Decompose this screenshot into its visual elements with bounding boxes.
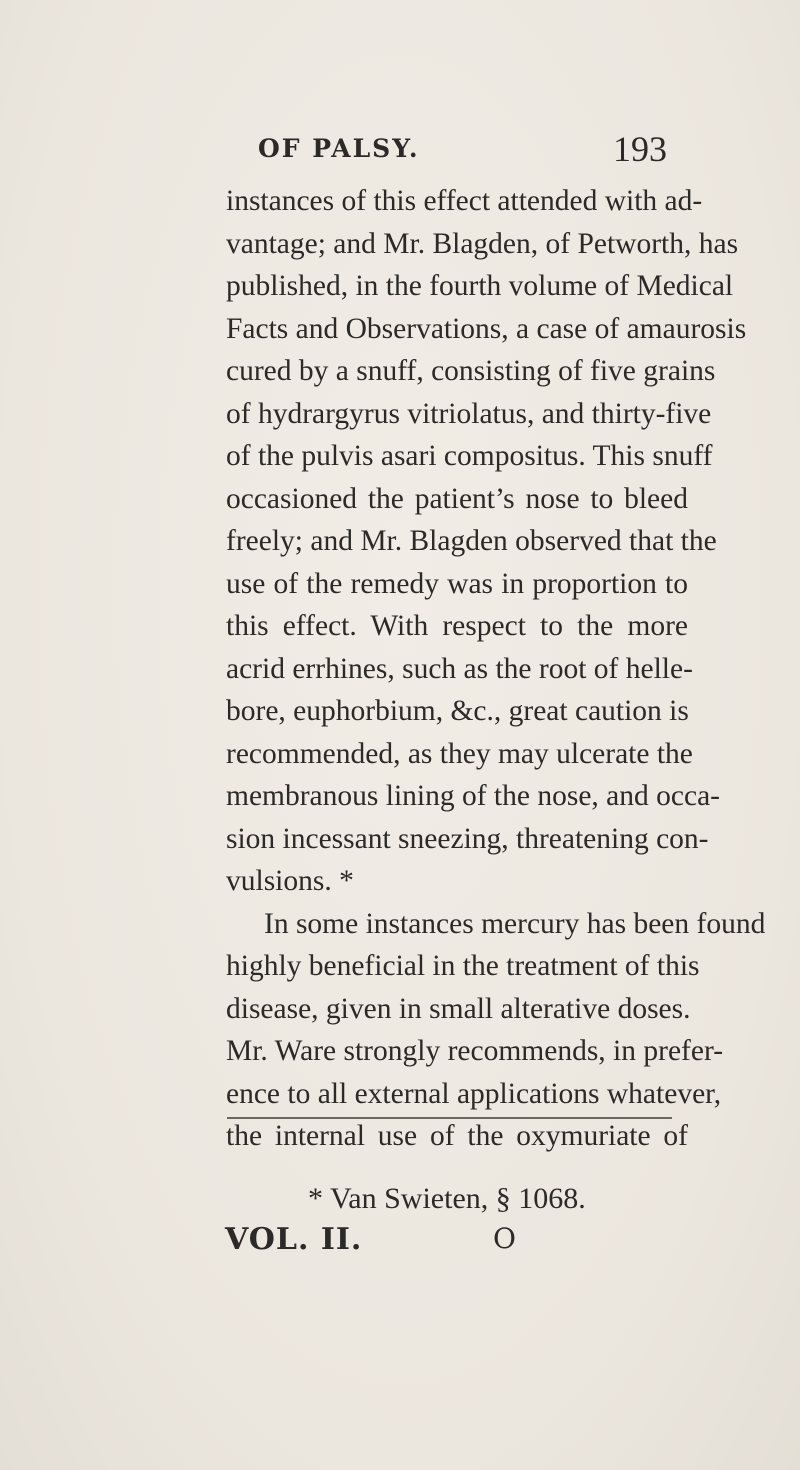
body-text bbox=[226, 180, 766, 1158]
text-line: use of the remedy was in proportion to bbox=[226, 567, 688, 600]
running-title: OF PALSY. bbox=[258, 134, 420, 163]
text-line: ence to all external applications whatever, bbox=[226, 1077, 722, 1110]
volume-signature: VOL. II. bbox=[225, 1222, 363, 1257]
text-line: Mr. Ware strongly recommends, in prefer- bbox=[226, 1035, 724, 1067]
text-line: highly beneficial in the treatment of this bbox=[226, 950, 700, 982]
text-line: freely; and Mr. Blagden observed that the bbox=[226, 525, 717, 557]
text-line: instances of this effect attended with ad- bbox=[226, 185, 703, 217]
running-head bbox=[0, 130, 800, 170]
text-line: bore, euphorbium, &c., great caution is bbox=[226, 695, 689, 727]
text-line: published, in the fourth volume of Medical bbox=[226, 270, 734, 302]
signature-letter: O bbox=[493, 1222, 516, 1255]
text-line: the internal use of the oxymuriate of bbox=[226, 1120, 688, 1152]
text-line: vulsions. * bbox=[226, 865, 354, 897]
text-line: sion incessant sneezing, threatening con- bbox=[226, 822, 709, 855]
text-line: vantage; and Mr. Blagden, of Petworth, has bbox=[226, 227, 739, 260]
text-line: acrid errhines, such as the root of helle- bbox=[226, 652, 693, 685]
text-line: membranous lining of the nose, and occa- bbox=[226, 780, 720, 812]
text-line: disease, given in small alterative doses. bbox=[226, 992, 691, 1025]
text-line: Facts and Observations, a case of amaurosis bbox=[226, 312, 747, 345]
text-line: of the pulvis asari compositus. This snuff bbox=[226, 440, 713, 472]
text-line: cured by a snuff, consisting of five grains bbox=[226, 355, 716, 387]
text-line: occasioned the patient’s nose to bleed bbox=[226, 482, 688, 515]
text-line: recommended, as they may ulcerate the bbox=[226, 737, 693, 770]
paragraph-start-line: In some instances mercury has been found bbox=[264, 907, 766, 940]
footnote: * Van Swieten, § 1068. bbox=[308, 1182, 586, 1215]
page-number: 193 bbox=[613, 129, 667, 169]
text-line: this effect. With respect to the more bbox=[226, 610, 688, 642]
text-line: of hydrargyrus vitriolatus, and thirty-five bbox=[226, 397, 712, 430]
footnote-divider bbox=[227, 1117, 672, 1119]
